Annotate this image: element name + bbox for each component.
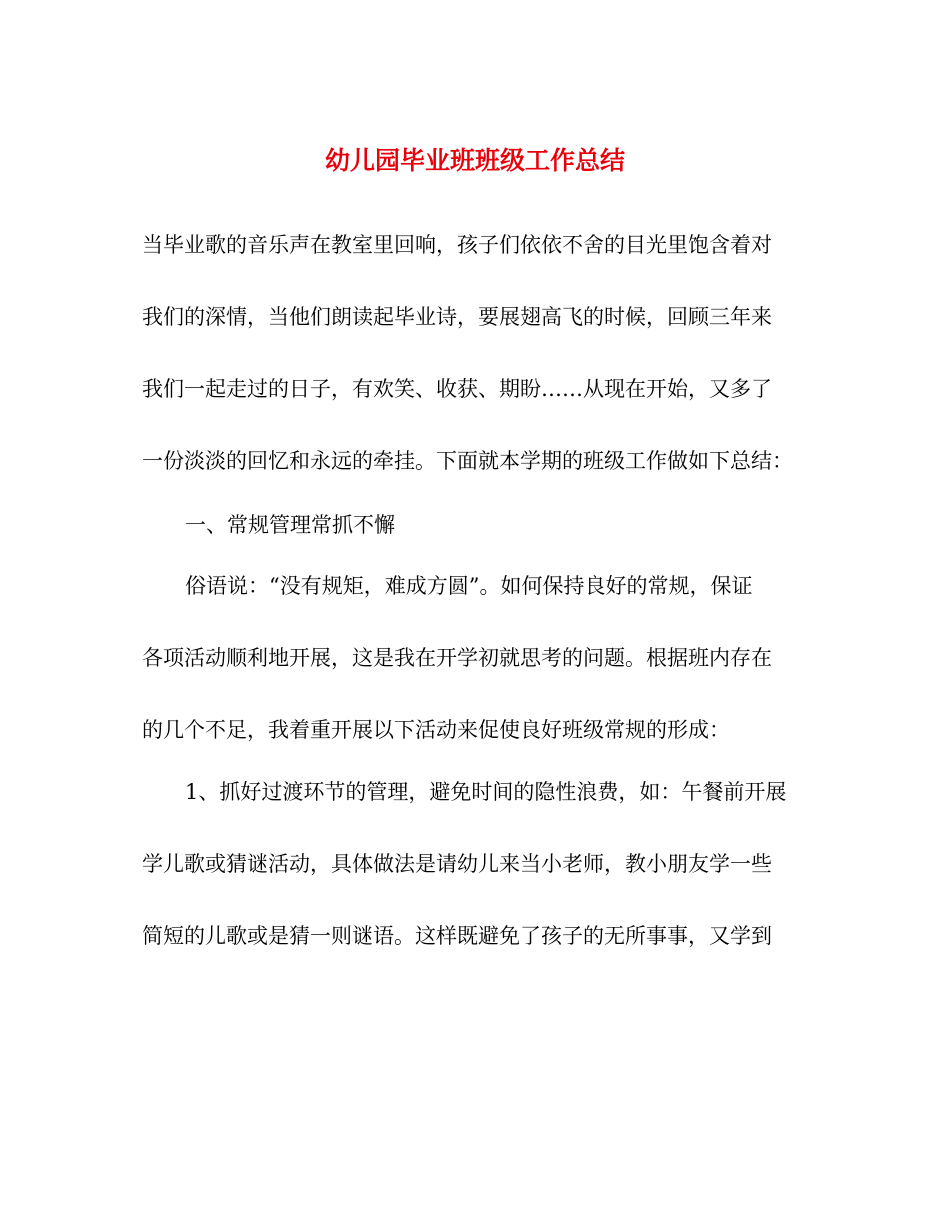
paragraph-line: 简短的儿歌或是猜一则谜语。这样既避免了孩子的无所事事，又学到 <box>142 924 772 948</box>
document-title: 幼儿园毕业班班级工作总结 <box>324 146 625 175</box>
paragraph-line: 当毕业歌的音乐声在教室里回响，孩子们依依不舍的目光里饱含着对 <box>142 233 772 257</box>
paragraph-line: 各项活动顺利地开展，这是我在开学初就思考的问题。根据班内存在 <box>142 646 772 670</box>
paragraph-line: 一份淡淡的回忆和永远的牵挂。下面就本学期的班级工作做如下总结： <box>142 449 793 473</box>
paragraph-line: 我们一起走过的日子，有欢笑、收获、期盼……从现在开始，又多了 <box>142 377 772 401</box>
paragraph-line: 学儿歌或猜谜活动，具体做法是请幼儿来当小老师，教小朋友学一些 <box>142 852 772 876</box>
paragraph-line: 俗语说：“没有规矩，难成方圆”。如何保持良好的常规，保证 <box>185 574 753 598</box>
paragraph-line: 1、抓好过渡环节的管理，避免时间的隐性浪费，如：午餐前开展 <box>185 780 787 804</box>
paragraph-line: 的几个不足，我着重开展以下活动来促使良好班级常规的形成： <box>142 718 730 742</box>
section-heading: 一、常规管理常抓不懈 <box>185 513 395 537</box>
paragraph-line: 我们的深情，当他们朗读起毕业诗，要展翅高飞的时候，回顾三年来 <box>142 305 772 329</box>
